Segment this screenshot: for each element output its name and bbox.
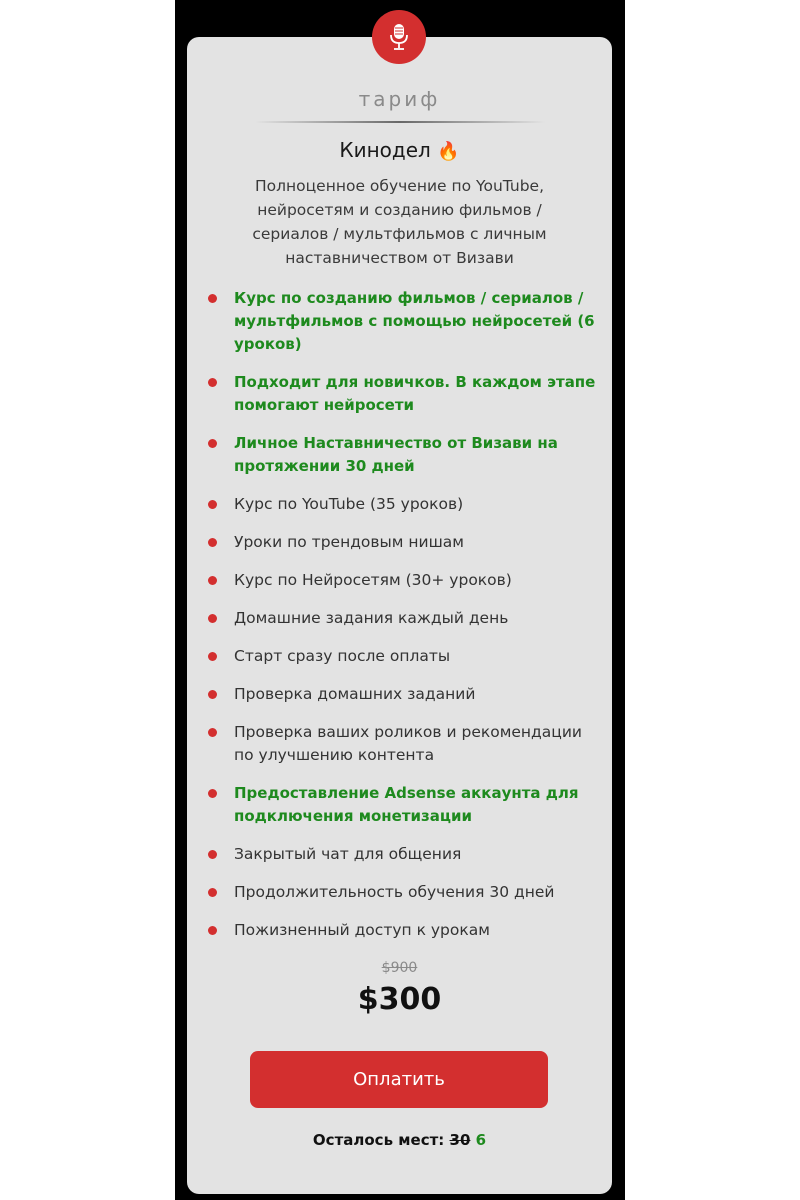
feature-item (207, 881, 597, 904)
microphone-badge (372, 10, 426, 64)
pay-button[interactable]: Оплатить (250, 1051, 548, 1108)
bullet-dot-icon (208, 690, 217, 699)
feature-text: Курс по YouTube (35 уроков) (234, 495, 464, 513)
seats-label: Осталось мест: (312, 1131, 445, 1149)
bullet-dot-icon (208, 439, 217, 448)
feature-item (207, 287, 597, 356)
bullet-dot-icon (208, 614, 217, 623)
feature-item (207, 683, 597, 706)
seats-remaining (187, 1131, 612, 1149)
bullet-dot-icon (208, 378, 217, 387)
bullet-dot-icon (208, 789, 217, 798)
feature-text: Проверка домашних заданий (234, 685, 476, 703)
feature-text: Курс по Нейросетям (30+ уроков) (234, 571, 512, 589)
feature-text: Проверка ваших роликов и рекомендации по улучшению контента (234, 723, 582, 764)
plan-title (187, 138, 612, 162)
feature-text: Пожизненный доступ к урокам (234, 921, 490, 939)
feature-item (207, 919, 597, 942)
feature-item (207, 645, 597, 668)
bullet-dot-icon (208, 294, 217, 303)
plan-title-text: Кинодел (339, 138, 431, 162)
old-price: $900 (381, 960, 418, 976)
fire-icon: 🔥 (437, 141, 460, 162)
seats-count: 6 (475, 1131, 487, 1149)
feature-text: Предоставление Adsense аккаунта для подключения монетизации (234, 784, 579, 825)
feature-list (207, 287, 597, 957)
feature-text: Продолжительность обучения 30 дней (234, 883, 555, 901)
feature-item (207, 607, 597, 630)
microphone-icon (388, 23, 410, 51)
bullet-dot-icon (208, 728, 217, 737)
current-price: $300 (357, 982, 442, 1017)
bullet-dot-icon (208, 500, 217, 509)
feature-item (207, 531, 597, 554)
bullet-dot-icon (208, 576, 217, 585)
feature-item (207, 493, 597, 516)
bullet-dot-icon (208, 926, 217, 935)
divider (255, 121, 545, 123)
feature-text: Старт сразу после оплаты (234, 647, 451, 665)
pricing-card (187, 37, 612, 1194)
bullet-dot-icon (208, 888, 217, 897)
seats-old-count: 30 (449, 1131, 471, 1149)
feature-text: Подходит для новичков. В каждом этапе помогают нейросети (234, 373, 596, 414)
feature-item (207, 721, 597, 767)
feature-text: Домашние задания каждый день (234, 609, 509, 627)
bullet-dot-icon (208, 538, 217, 547)
feature-text: Уроки по трендовым нишам (234, 533, 464, 551)
tariff-label: тариф (358, 87, 441, 111)
feature-item (207, 782, 597, 828)
feature-item (207, 569, 597, 592)
plan-description: Полноценное обучение по YouTube, нейросетям и созданию фильмов / сериалов / мультфильмов с личным наставничеством от Визави (252, 177, 547, 267)
feature-text: Курс по созданию фильмов / сериалов / мультфильмов с помощью нейросетей (6 уроков) (234, 289, 595, 353)
bullet-dot-icon (208, 652, 217, 661)
feature-item (207, 432, 597, 478)
feature-text: Закрытый чат для общения (234, 845, 462, 863)
bullet-dot-icon (208, 850, 217, 859)
feature-item (207, 843, 597, 866)
feature-text: Личное Наставничество от Визави на протяжении 30 дней (234, 434, 558, 475)
feature-item (207, 371, 597, 417)
